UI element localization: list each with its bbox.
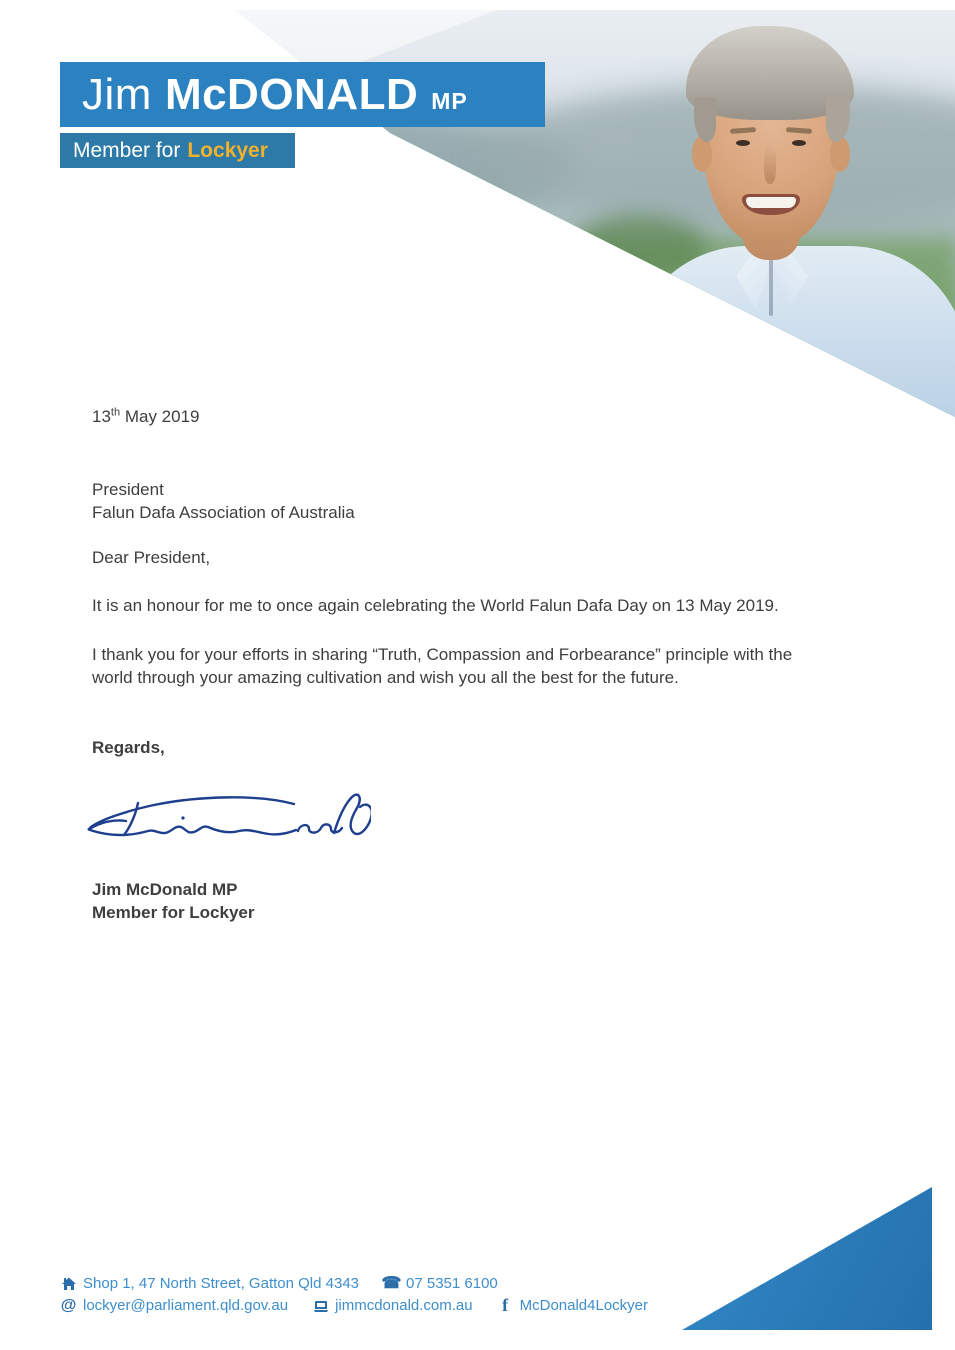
electorate-banner bbox=[60, 133, 295, 168]
electorate-name: Lockyer bbox=[187, 138, 268, 162]
paragraph-2: I thank you for your efforts in sharing “Truth, Compassion and Forbearance” principle with the world through your amazing cultivation and wish you all the best for the future. bbox=[92, 645, 793, 687]
footer-phone-item bbox=[383, 1273, 498, 1294]
facebook-icon: f bbox=[502, 1295, 509, 1315]
letter-date bbox=[92, 405, 840, 428]
man-nose bbox=[764, 146, 776, 184]
man-eye bbox=[792, 140, 806, 146]
footer-facebook-item bbox=[497, 1295, 648, 1316]
phone-icon: ☎ bbox=[381, 1274, 402, 1292]
at-icon: @ bbox=[60, 1296, 77, 1314]
footer-address-item bbox=[60, 1273, 359, 1294]
name-suffix: MP bbox=[431, 88, 468, 114]
first-name: Jim bbox=[82, 70, 152, 119]
footer-row-1 bbox=[60, 1273, 648, 1294]
closing: Regards, bbox=[92, 738, 165, 757]
footer-facebook: McDonald4Lockyer bbox=[519, 1297, 649, 1314]
electorate-prefix: Member for bbox=[73, 138, 181, 162]
footer-address: Shop 1, 47 North Street, Gatton Qld 4343 bbox=[83, 1275, 360, 1292]
laptop-icon bbox=[312, 1297, 329, 1314]
signer-name: Jim McDonald MP bbox=[92, 880, 238, 899]
man-hair bbox=[826, 96, 850, 142]
corner-triangle bbox=[682, 1187, 932, 1330]
footer-email-item bbox=[60, 1295, 288, 1316]
man-eye bbox=[736, 140, 750, 146]
footer-website-item bbox=[312, 1295, 473, 1316]
man-collar-gap bbox=[769, 258, 773, 316]
signer-title: Member for Lockyer bbox=[92, 903, 255, 922]
date-day: 13 bbox=[92, 407, 111, 426]
date-ordinal: th bbox=[110, 406, 121, 419]
man-teeth bbox=[746, 197, 796, 208]
signature-strokes bbox=[86, 790, 371, 854]
recipient-title: President bbox=[92, 480, 164, 499]
signer-block bbox=[92, 878, 840, 924]
footer-contact bbox=[60, 1273, 648, 1316]
landscape-tree bbox=[248, 207, 420, 281]
paragraph-1: It is an honour for me to once again celebrating the World Falun Dafa Day on 13 May 2019. bbox=[92, 596, 779, 615]
man-hair bbox=[694, 98, 716, 142]
signature bbox=[86, 790, 371, 854]
recipient-block bbox=[92, 478, 840, 524]
footer-phone: 07 5351 6100 bbox=[406, 1275, 498, 1292]
name-banner bbox=[60, 62, 545, 127]
letter-body bbox=[92, 405, 840, 924]
home-icon bbox=[60, 1275, 77, 1292]
landscape-tree bbox=[19, 223, 172, 289]
recipient-organisation: Falun Dafa Association of Australia bbox=[92, 503, 355, 522]
footer-email: lockyer@parliament.qld.gov.au bbox=[83, 1297, 289, 1314]
footer-row-2 bbox=[60, 1295, 648, 1316]
last-name: McDONALD bbox=[164, 70, 419, 119]
date-rest: May 2019 bbox=[120, 407, 200, 426]
salutation: Dear President, bbox=[92, 548, 211, 567]
footer-website: jimmcdonald.com.au bbox=[335, 1297, 473, 1314]
